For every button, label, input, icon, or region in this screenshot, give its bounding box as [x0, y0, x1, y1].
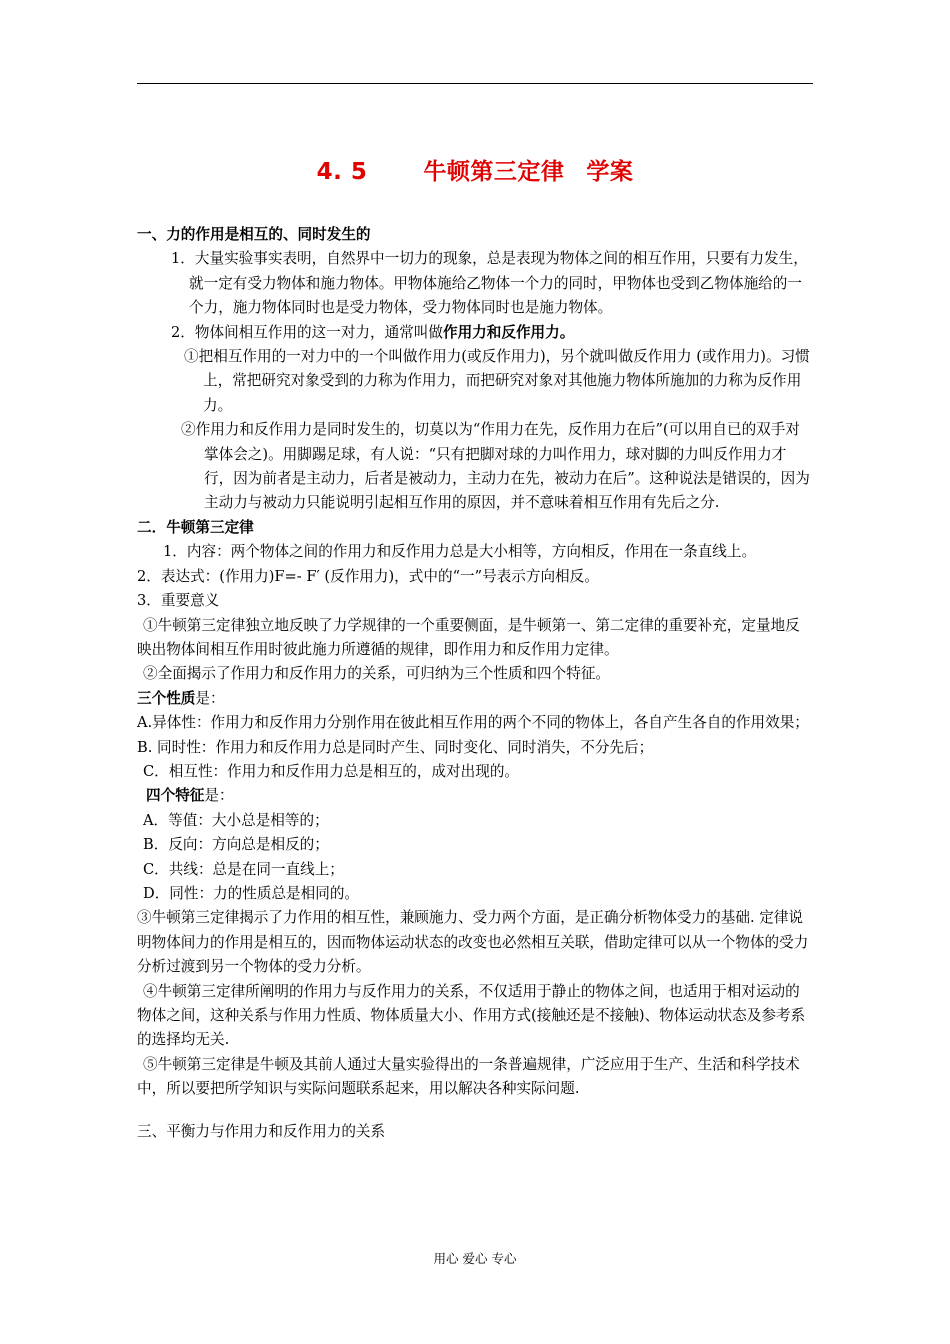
property-a: A.异体性：作用力和反作用力分别作用在彼此相互作用的两个不同的物体上，各自产生各自的作用效果；	[137, 714, 809, 732]
section1-item-1: ①把相互作用的一对力中的一个叫做作用力(或反作用力)，另个就叫做反作用力 (或作用力)。习惯上，常把研究对象受到的力称为作用力，而把研究对象对其他施力物体所施加的力称为反作用力。	[184, 348, 810, 414]
page-title	[0, 153, 950, 186]
page-footer: 用心 爱心 专心	[433, 1251, 517, 1266]
feature-a: A．等值：大小总是相等的；	[143, 811, 329, 829]
property-c: C．相互性：作用力和反作用力总是相互的，成对出现的。	[143, 762, 520, 780]
feature-d: D．同性：力的性质总是相同的。	[143, 884, 360, 902]
feature-b: B．反向：方向总是相反的；	[143, 836, 329, 854]
feature-c: C．共线：总是在同一直线上；	[143, 860, 344, 878]
document-body	[137, 223, 814, 1144]
significance-3: ③牛顿第三定律揭示了力作用的相互性，兼顾施力、受力两个方面，是正确分析物体受力的基础. 定律说明物体间力的作用是相互的，因而物体运动状态的改变也必然相互关联，借助定律可以从一个物体的受力分析过渡到另一个物体的受力分析。	[137, 909, 809, 976]
spacer	[137, 1102, 814, 1120]
section1-paragraph-2: 2．物体间相互作用的这一对力，通常叫做作用力和反作用力。	[171, 323, 575, 341]
title-sub: 学案	[586, 159, 634, 185]
section1-item-2: ②作用力和反作用力是同时发生的，切莫以为“作用力在先，反作用力在后”(可以用自已的双手对掌体会之)。用脚踢足球，有人说：“只有把脚对球的力叫作用力，球对脚的力叫反作用力才行，因为前者是主动力，后者是被动力，主动力在先，被动力在后”。这种说法是错误的，因为主动力与被动力只能说明引起相互作用的原因，并不意味着相互作用有先后之分.	[181, 421, 810, 512]
significance-2: ②全面揭示了作用力和反作用力的关系，可归纳为三个性质和四个特征。	[143, 665, 611, 683]
section2-content: 1．内容：两个物体之间的作用力和反作用力总是大小相等，方向相反，作用在一条直线上。	[163, 543, 757, 561]
section3-heading: 三、平衡力与作用力和反作用力的关系	[137, 1122, 386, 1140]
section2-heading: 二．牛顿第三定律	[137, 518, 254, 536]
bold-term: 作用力和反作用力。	[442, 323, 575, 341]
section1-heading: 一、力的作用是相互的、同时发生的	[137, 226, 371, 243]
significance-4: ④牛顿第三定律所阐明的作用力与反作用力的关系，不仅适用于静止的物体之间，也适用于相对运动的物体之间，这种关系与作用力性质、物体质量大小、作用方式(接触还是不接触)、物体运动状态及参考系的选择均无关.	[137, 982, 806, 1049]
section1-paragraph-1: 1．大量实验事实表明，自然界中一切力的现象，总是表现为物体之间的相互作用，只要有力发生，就一定有受力物体和施力物体。甲物体施给乙物体一个力的同时，甲物体也受到乙物体施给的一个力，施力物体同时也是受力物体，受力物体同时也是施力物体。	[171, 250, 808, 317]
section2-expression: 2．表达式：(作用力)F=- F′ (反作用力)，式中的“一”号表示方向相反。	[137, 567, 599, 585]
title-number: 4. 5	[316, 159, 368, 185]
properties-heading: 三个性质是：	[137, 689, 225, 707]
significance-1: ①牛顿第三定律独立地反映了力学规律的一个重要侧面，是牛顿第一、第二定律的重要补充，定量地反映出物体间相互作用时彼此施力所遵循的规律，即作用力和反作用力定律。	[137, 616, 800, 658]
features-heading: 四个特征是：	[146, 787, 234, 805]
property-b: B. 同时性：作用力和反作用力总是同时产生、同时变化、同时消失，不分先后；	[137, 738, 654, 756]
section2-significance-heading: 3．重要意义	[137, 592, 220, 610]
significance-5: ⑤牛顿第三定律是牛顿及其前人通过大量实验得出的一条普遍规律，广泛应用于生产、生活和科学技术中，所以要把所学知识与实际问题联系起来，用以解决各种实际问题.	[137, 1055, 800, 1098]
title-main: 牛顿第三定律	[423, 159, 565, 185]
header-rule	[137, 83, 813, 84]
